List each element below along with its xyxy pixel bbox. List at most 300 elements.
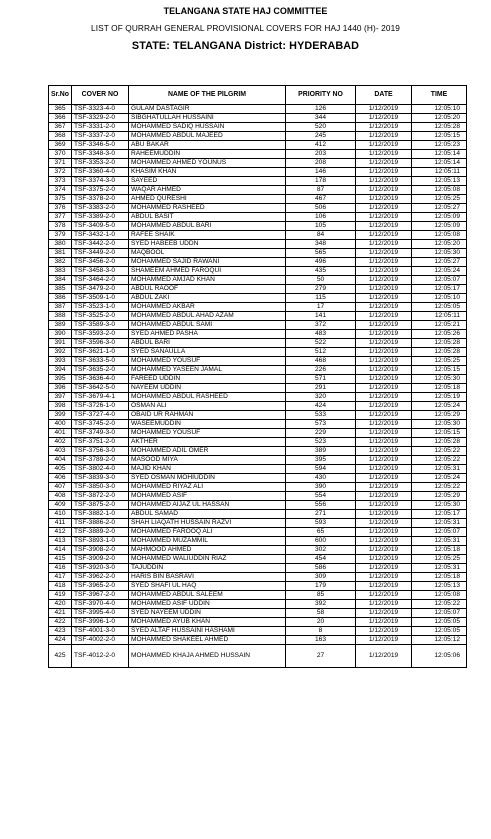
table-row xyxy=(49,357,467,366)
cell-pilgrim-name: SYED ALTAF HUSSAINI HASHAMI xyxy=(129,627,286,636)
table-row xyxy=(49,456,467,465)
table-row xyxy=(49,276,467,285)
table-row xyxy=(49,132,467,141)
cell-priority-no: 279 xyxy=(286,285,356,294)
cell-priority-no: 203 xyxy=(286,150,356,159)
cell-date: 1/12/2019 xyxy=(356,366,412,375)
cell-date: 1/12/2019 xyxy=(356,267,412,276)
cell-priority-no: 496 xyxy=(286,258,356,267)
cell-srno: 407 xyxy=(49,483,72,492)
cell-cover-no: TSF-3886-2-0 xyxy=(72,519,129,528)
cell-pilgrim-name: NAYEEM UDDIN xyxy=(129,384,286,393)
cell-time: 12:05:06 xyxy=(412,645,467,668)
cell-pilgrim-name: HARIS BIN BASRAVI xyxy=(129,573,286,582)
cell-date: 1/12/2019 xyxy=(356,411,412,420)
cell-pilgrim-name: MOHAMMED RIYAZ ALI xyxy=(129,483,286,492)
cell-time: 12:05:15 xyxy=(412,132,467,141)
cell-srno: 419 xyxy=(49,591,72,600)
cell-date: 1/12/2019 xyxy=(356,456,412,465)
cell-cover-no: TSF-3442-2-0 xyxy=(72,240,129,249)
table-row xyxy=(49,528,467,537)
cell-priority-no: 27 xyxy=(286,645,356,668)
cell-cover-no: TSF-3749-3-0 xyxy=(72,429,129,438)
cell-cover-no: TSF-3378-2-0 xyxy=(72,195,129,204)
cell-time: 12:05:24 xyxy=(412,474,467,483)
cell-pilgrim-name: ABU BAKAR xyxy=(129,141,286,150)
cell-date: 1/12/2019 xyxy=(356,609,412,618)
cell-srno: 399 xyxy=(49,411,72,420)
cell-time: 12:05:13 xyxy=(412,582,467,591)
cell-srno: 397 xyxy=(49,393,72,402)
cell-time: 12:05:10 xyxy=(412,105,467,114)
cell-srno: 390 xyxy=(49,330,72,339)
table-row xyxy=(49,438,467,447)
table-row xyxy=(49,105,467,114)
cell-pilgrim-name: SYED SHAFI UL HAQ xyxy=(129,582,286,591)
cell-srno: 370 xyxy=(49,150,72,159)
cell-date: 1/12/2019 xyxy=(356,213,412,222)
cell-date: 1/12/2019 xyxy=(356,375,412,384)
cell-pilgrim-name: FAREED UDDIN xyxy=(129,375,286,384)
cell-srno: 384 xyxy=(49,276,72,285)
cell-cover-no: TSF-3323-4-0 xyxy=(72,105,129,114)
cell-pilgrim-name: MOHAMMED WALIUDDIN RIAZ xyxy=(129,555,286,564)
cell-priority-no: 430 xyxy=(286,474,356,483)
cell-time: 12:05:15 xyxy=(412,429,467,438)
cell-time: 12:05:18 xyxy=(412,546,467,555)
cell-priority-no: 178 xyxy=(286,177,356,186)
cell-pilgrim-name: MOHAMMED YOUSUF xyxy=(129,429,286,438)
cell-time: 12:05:22 xyxy=(412,600,467,609)
cell-cover-no: TSF-3882-1-0 xyxy=(72,510,129,519)
cell-date: 1/12/2019 xyxy=(356,141,412,150)
cell-priority-no: 392 xyxy=(286,600,356,609)
cell-priority-no: 105 xyxy=(286,222,356,231)
table-row xyxy=(49,375,467,384)
cell-pilgrim-name: MOHAMMED KHAJA AHMED HUSSAIN xyxy=(129,645,286,668)
cell-pilgrim-name: MAHMOOD AHMED xyxy=(129,546,286,555)
cell-cover-no: TSF-3970-4-0 xyxy=(72,600,129,609)
cell-pilgrim-name: AKTHER xyxy=(129,438,286,447)
cell-date: 1/12/2019 xyxy=(356,555,412,564)
cell-srno: 391 xyxy=(49,339,72,348)
cell-cover-no: TSF-3751-2-0 xyxy=(72,438,129,447)
cell-date: 1/12/2019 xyxy=(356,537,412,546)
cell-time: 12:05:15 xyxy=(412,366,467,375)
cell-cover-no: TSF-3756-3-0 xyxy=(72,447,129,456)
cell-date: 1/12/2019 xyxy=(356,330,412,339)
cell-date: 1/12/2019 xyxy=(356,645,412,668)
table-row xyxy=(49,627,467,636)
cell-time: 12:05:27 xyxy=(412,204,467,213)
cell-time: 12:05:30 xyxy=(412,375,467,384)
cell-srno: 423 xyxy=(49,627,72,636)
cell-priority-no: 85 xyxy=(286,591,356,600)
cell-time: 12:05:25 xyxy=(412,357,467,366)
cell-cover-no: TSF-3449-2-0 xyxy=(72,249,129,258)
cell-time: 12:05:31 xyxy=(412,537,467,546)
cell-priority-no: 506 xyxy=(286,204,356,213)
cell-time: 12:05:17 xyxy=(412,285,467,294)
cell-pilgrim-name: SHAMEEM AHMED FAROQUI xyxy=(129,267,286,276)
cell-time: 12:05:25 xyxy=(412,195,467,204)
cell-pilgrim-name: KHASIM KHAN xyxy=(129,168,286,177)
cell-priority-no: 309 xyxy=(286,573,356,582)
cell-time: 12:05:08 xyxy=(412,231,467,240)
cell-srno: 381 xyxy=(49,249,72,258)
cell-priority-no: 533 xyxy=(286,411,356,420)
cell-pilgrim-name: SYED HABEEB UDDN xyxy=(129,240,286,249)
table-row xyxy=(49,168,467,177)
cell-date: 1/12/2019 xyxy=(356,186,412,195)
table-row xyxy=(49,582,467,591)
table-row xyxy=(49,177,467,186)
cell-srno: 378 xyxy=(49,222,72,231)
cell-pilgrim-name: MOHAMMED RASHEED xyxy=(129,204,286,213)
cell-priority-no: 50 xyxy=(286,276,356,285)
cell-pilgrim-name: MOHAMMED ABDUL MAJEED xyxy=(129,132,286,141)
cell-date: 1/12/2019 xyxy=(356,177,412,186)
cell-cover-no: TSF-3375-2-0 xyxy=(72,186,129,195)
table-row xyxy=(49,150,467,159)
table-row xyxy=(49,294,467,303)
cell-srno: 367 xyxy=(49,123,72,132)
cell-srno: 365 xyxy=(49,105,72,114)
cell-time: 12:05:10 xyxy=(412,294,467,303)
cell-cover-no: TSF-3456-2-0 xyxy=(72,258,129,267)
cell-time: 12:05:09 xyxy=(412,213,467,222)
cell-time: 12:05:07 xyxy=(412,276,467,285)
cell-cover-no: TSF-3621-1-0 xyxy=(72,348,129,357)
cell-date: 1/12/2019 xyxy=(356,636,412,645)
cell-priority-no: 344 xyxy=(286,114,356,123)
cell-priority-no: 115 xyxy=(286,294,356,303)
cell-srno: 414 xyxy=(49,546,72,555)
table-row xyxy=(49,537,467,546)
cell-date: 1/12/2019 xyxy=(356,393,412,402)
cell-cover-no: TSF-3679-4-1 xyxy=(72,393,129,402)
table-row xyxy=(49,123,467,132)
cell-cover-no: TSF-3872-2-0 xyxy=(72,492,129,501)
table-row xyxy=(49,231,467,240)
cell-cover-no: TSF-3593-2-0 xyxy=(72,330,129,339)
cell-priority-no: 512 xyxy=(286,348,356,357)
col-header-pilgrim-name: NAME OF THE PILGRIM xyxy=(129,86,286,105)
cell-time: 12:05:20 xyxy=(412,240,467,249)
cell-time: 12:05:30 xyxy=(412,249,467,258)
cell-time: 12:05:07 xyxy=(412,609,467,618)
cell-pilgrim-name: MOHAMMED SHAKEEL AHMED xyxy=(129,636,286,645)
cell-cover-no: TSF-3839-3-0 xyxy=(72,474,129,483)
cell-priority-no: 556 xyxy=(286,501,356,510)
cell-pilgrim-name: MOHAMMED YOUSUF xyxy=(129,357,286,366)
cell-cover-no: TSF-3458-3-0 xyxy=(72,267,129,276)
cell-date: 1/12/2019 xyxy=(356,150,412,159)
cell-cover-no: TSF-3337-2-0 xyxy=(72,132,129,141)
cell-date: 1/12/2019 xyxy=(356,600,412,609)
cell-time: 12:05:31 xyxy=(412,564,467,573)
table-row xyxy=(49,393,467,402)
table-row xyxy=(49,384,467,393)
cell-srno: 402 xyxy=(49,438,72,447)
cell-cover-no: TSF-3409-5-0 xyxy=(72,222,129,231)
cell-date: 1/12/2019 xyxy=(356,249,412,258)
cell-pilgrim-name: MAQBOOL xyxy=(129,249,286,258)
cell-date: 1/12/2019 xyxy=(356,465,412,474)
org-title: TELANGANA STATE HAJ COMMITTEE xyxy=(163,6,328,16)
cell-priority-no: 302 xyxy=(286,546,356,555)
table-row xyxy=(49,510,467,519)
cell-cover-no: TSF-3509-1-0 xyxy=(72,294,129,303)
cell-cover-no: TSF-3389-2-0 xyxy=(72,213,129,222)
cell-priority-no: 435 xyxy=(286,267,356,276)
cell-date: 1/12/2019 xyxy=(356,402,412,411)
cell-cover-no: TSF-4001-3-0 xyxy=(72,627,129,636)
cell-srno: 403 xyxy=(49,447,72,456)
cell-time: 12:05:28 xyxy=(412,123,467,132)
cell-srno: 416 xyxy=(49,564,72,573)
cell-date: 1/12/2019 xyxy=(356,519,412,528)
cell-priority-no: 141 xyxy=(286,312,356,321)
table-row xyxy=(49,195,467,204)
cell-date: 1/12/2019 xyxy=(356,204,412,213)
cell-date: 1/12/2019 xyxy=(356,420,412,429)
cell-cover-no: TSF-3727-4-0 xyxy=(72,411,129,420)
cell-time: 12:05:08 xyxy=(412,186,467,195)
cell-srno: 377 xyxy=(49,213,72,222)
table-row xyxy=(49,258,467,267)
cell-srno: 389 xyxy=(49,321,72,330)
cell-time: 12:05:30 xyxy=(412,501,467,510)
table-row xyxy=(49,186,467,195)
cell-priority-no: 208 xyxy=(286,159,356,168)
cell-srno: 396 xyxy=(49,384,72,393)
cell-date: 1/12/2019 xyxy=(356,123,412,132)
cell-pilgrim-name: MOHAMMED ADIL OMER xyxy=(129,447,286,456)
cell-pilgrim-name: MOHAMMED YASEEN JAMAL xyxy=(129,366,286,375)
cell-cover-no: TSF-4002-2-0 xyxy=(72,636,129,645)
cell-pilgrim-name: SYED NAYEEM UDDIN xyxy=(129,609,286,618)
cell-cover-no: TSF-3889-2-0 xyxy=(72,528,129,537)
col-header-date: DATE xyxy=(356,86,412,105)
cell-date: 1/12/2019 xyxy=(356,321,412,330)
cell-pilgrim-name: SAYEED xyxy=(129,177,286,186)
cell-date: 1/12/2019 xyxy=(356,105,412,114)
cell-date: 1/12/2019 xyxy=(356,627,412,636)
cell-srno: 372 xyxy=(49,168,72,177)
table-row xyxy=(49,213,467,222)
cell-priority-no: 106 xyxy=(286,213,356,222)
table-row xyxy=(49,267,467,276)
cell-date: 1/12/2019 xyxy=(356,222,412,231)
cell-srno: 388 xyxy=(49,312,72,321)
cell-srno: 400 xyxy=(49,420,72,429)
cell-pilgrim-name: MOHAMMED ABDUL SAMI xyxy=(129,321,286,330)
col-header-priority-no: PRIORITY NO xyxy=(286,86,356,105)
cell-srno: 379 xyxy=(49,231,72,240)
cell-cover-no: TSF-3346-5-0 xyxy=(72,141,129,150)
cell-cover-no: TSF-3996-1-0 xyxy=(72,618,129,627)
cell-cover-no: TSF-3374-3-0 xyxy=(72,177,129,186)
table-row xyxy=(49,420,467,429)
cell-time: 12:05:23 xyxy=(412,141,467,150)
cell-date: 1/12/2019 xyxy=(356,474,412,483)
cell-pilgrim-name: MOHAMMED ASIF xyxy=(129,492,286,501)
cell-priority-no: 245 xyxy=(286,132,356,141)
cell-pilgrim-name: SYED OSMAN MOHIUDDIN xyxy=(129,474,286,483)
table-row xyxy=(49,465,467,474)
cell-time: 12:05:28 xyxy=(412,438,467,447)
table-row xyxy=(49,240,467,249)
cell-srno: 417 xyxy=(49,573,72,582)
cell-cover-no: TSF-3642-5-0 xyxy=(72,384,129,393)
cell-time: 12:05:18 xyxy=(412,384,467,393)
table-row xyxy=(49,339,467,348)
table-row xyxy=(49,159,467,168)
cell-pilgrim-name: MOHAMMED ABDUL BARI xyxy=(129,222,286,231)
cell-priority-no: 179 xyxy=(286,582,356,591)
cell-time: 12:05:22 xyxy=(412,447,467,456)
cell-priority-no: 17 xyxy=(286,303,356,312)
cell-pilgrim-name: RAFEE SHAIK xyxy=(129,231,286,240)
cell-pilgrim-name: MOHAMMED MUZAMMIL xyxy=(129,537,286,546)
cell-pilgrim-name: ABDUL RAOOF xyxy=(129,285,286,294)
cell-cover-no: TSF-3348-3-0 xyxy=(72,150,129,159)
table-body xyxy=(49,105,467,668)
table-row xyxy=(49,645,467,668)
table-row xyxy=(49,573,467,582)
cell-time: 12:05:22 xyxy=(412,483,467,492)
cell-cover-no: TSF-3596-3-0 xyxy=(72,339,129,348)
state-district-heading: STATE: TELANGANA District: HYDERABAD xyxy=(131,40,360,52)
cell-srno: 376 xyxy=(49,204,72,213)
cell-cover-no: TSF-3633-5-0 xyxy=(72,357,129,366)
cell-priority-no: 483 xyxy=(286,330,356,339)
cell-time: 12:05:05 xyxy=(412,303,467,312)
table-row xyxy=(49,402,467,411)
cell-srno: 408 xyxy=(49,492,72,501)
cell-priority-no: 520 xyxy=(286,123,356,132)
cell-date: 1/12/2019 xyxy=(356,573,412,582)
cell-priority-no: 226 xyxy=(286,366,356,375)
cell-srno: 373 xyxy=(49,177,72,186)
cell-srno: 385 xyxy=(49,285,72,294)
table-row xyxy=(49,519,467,528)
table-row xyxy=(49,429,467,438)
cell-pilgrim-name: MOHAMMED ASIF UDDIN xyxy=(129,600,286,609)
cell-time: 12:05:21 xyxy=(412,321,467,330)
cell-cover-no: TSF-3360-4-0 xyxy=(72,168,129,177)
cell-time: 12:05:19 xyxy=(412,393,467,402)
cell-date: 1/12/2019 xyxy=(356,438,412,447)
cell-cover-no: TSF-3909-2-0 xyxy=(72,555,129,564)
cell-pilgrim-name: MOHAMMED AKBAR xyxy=(129,303,286,312)
table-row xyxy=(49,483,467,492)
cell-pilgrim-name: MOHAMMED SADIQ HUSSAIN xyxy=(129,123,286,132)
table-row xyxy=(49,555,467,564)
cell-cover-no: TSF-3353-2-0 xyxy=(72,159,129,168)
cell-date: 1/12/2019 xyxy=(356,348,412,357)
table-row xyxy=(49,114,467,123)
table-row xyxy=(49,204,467,213)
cell-time: 12:05:31 xyxy=(412,519,467,528)
cell-time: 12:05:28 xyxy=(412,348,467,357)
cell-date: 1/12/2019 xyxy=(356,582,412,591)
col-header-cover-no: COVER NO xyxy=(72,86,129,105)
cell-pilgrim-name: ABDUL BARI xyxy=(129,339,286,348)
cell-priority-no: 372 xyxy=(286,321,356,330)
cell-pilgrim-name: GULAM DASTAGIR xyxy=(129,105,286,114)
cell-srno: 393 xyxy=(49,357,72,366)
cell-time: 12:05:09 xyxy=(412,222,467,231)
cell-pilgrim-name: MOHAMMED FAROOQ ALI xyxy=(129,528,286,537)
table-row xyxy=(49,591,467,600)
cell-srno: 405 xyxy=(49,465,72,474)
cell-date: 1/12/2019 xyxy=(356,492,412,501)
cell-priority-no: 554 xyxy=(286,492,356,501)
cell-priority-no: 412 xyxy=(286,141,356,150)
cell-cover-no: TSF-3908-2-0 xyxy=(72,546,129,555)
cell-time: 12:05:07 xyxy=(412,528,467,537)
cell-priority-no: 424 xyxy=(286,402,356,411)
cell-priority-no: 84 xyxy=(286,231,356,240)
cell-priority-no: 126 xyxy=(286,105,356,114)
cell-srno: 371 xyxy=(49,159,72,168)
cell-time: 12:05:14 xyxy=(412,159,467,168)
document-subtitle: LIST OF QURRAH GENERAL PROVISIONAL COVERS FOR HAJ 1440 (H)- 2019 xyxy=(90,23,400,33)
cell-priority-no: 389 xyxy=(286,447,356,456)
cell-time: 12:05:20 xyxy=(412,114,467,123)
cell-pilgrim-name: RAHEEMUDDIN xyxy=(129,150,286,159)
cell-cover-no: TSF-3995-4-0 xyxy=(72,609,129,618)
table-row xyxy=(49,492,467,501)
cell-cover-no: TSF-3893-1-0 xyxy=(72,537,129,546)
cell-cover-no: TSF-3464-2-0 xyxy=(72,276,129,285)
cell-date: 1/12/2019 xyxy=(356,303,412,312)
cell-pilgrim-name: MOHAMMED AMJAD KHAN xyxy=(129,276,286,285)
cell-priority-no: 468 xyxy=(286,357,356,366)
cell-cover-no: TSF-3745-2-0 xyxy=(72,420,129,429)
cell-srno: 406 xyxy=(49,474,72,483)
cell-date: 1/12/2019 xyxy=(356,591,412,600)
cell-pilgrim-name: SIBGHATULLAH HUSSAINI xyxy=(129,114,286,123)
table-row xyxy=(49,141,467,150)
cell-date: 1/12/2019 xyxy=(356,195,412,204)
cell-srno: 411 xyxy=(49,519,72,528)
cell-srno: 392 xyxy=(49,348,72,357)
cell-time: 12:05:11 xyxy=(412,312,467,321)
table-row xyxy=(49,546,467,555)
cell-cover-no: TSF-3962-2-0 xyxy=(72,573,129,582)
table-row xyxy=(49,303,467,312)
cell-pilgrim-name: SHAH LIAQATH HUSSAIN RAZVI xyxy=(129,519,286,528)
cell-date: 1/12/2019 xyxy=(356,159,412,168)
cell-date: 1/12/2019 xyxy=(356,276,412,285)
cell-priority-no: 454 xyxy=(286,555,356,564)
cell-cover-no: TSF-3331-2-0 xyxy=(72,123,129,132)
cell-cover-no: TSF-4012-2-0 xyxy=(72,645,129,668)
cell-srno: 374 xyxy=(49,186,72,195)
cell-time: 12:05:27 xyxy=(412,258,467,267)
cell-srno: 395 xyxy=(49,375,72,384)
cell-time: 12:05:24 xyxy=(412,267,467,276)
cell-date: 1/12/2019 xyxy=(356,114,412,123)
cell-priority-no: 600 xyxy=(286,537,356,546)
cell-pilgrim-name: MOHAMMED ABDUL SALEEM xyxy=(129,591,286,600)
cell-priority-no: 271 xyxy=(286,510,356,519)
cell-priority-no: 291 xyxy=(286,384,356,393)
cell-priority-no: 87 xyxy=(286,186,356,195)
